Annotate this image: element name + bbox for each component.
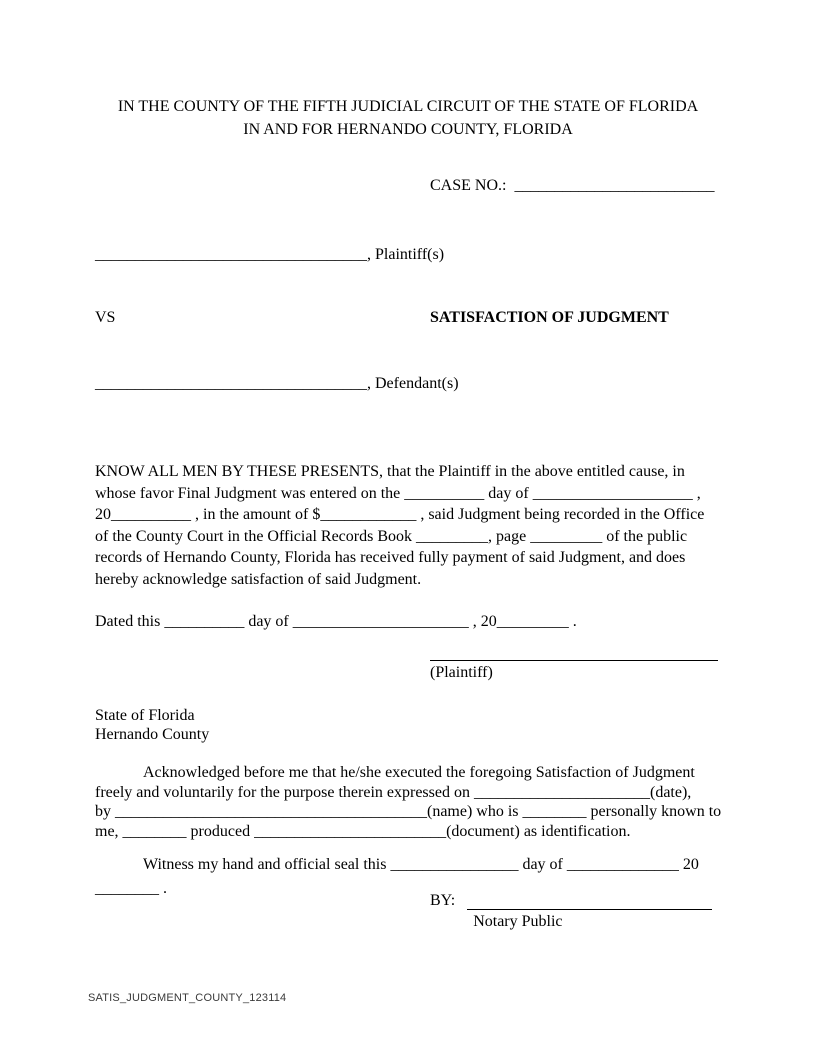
- document-title: SATISFACTION OF JUDGMENT: [430, 309, 669, 326]
- notary-signature-block: [430, 892, 721, 931]
- plaintiff-blank: __________________________________: [95, 246, 367, 263]
- judgment-paragraph-line: hereby acknowledge satisfaction of said Judgment.: [95, 570, 422, 588]
- state-line: State of Florida: [95, 707, 195, 724]
- notary-signature-line: [467, 892, 712, 910]
- footer-code: SATIS_JUDGMENT_COUNTY_123114: [88, 992, 287, 1004]
- plaintiff-signature-line: [430, 660, 718, 661]
- case-no-label: CASE NO.:: [430, 177, 507, 194]
- notary-public-caption: Notary Public: [473, 913, 563, 930]
- plaintiff-row: [95, 244, 721, 265]
- acknowledgment-line: Acknowledged before me that he/she executed the foregoing Satisfaction of Judgment: [143, 764, 695, 781]
- dated-line: Dated this __________ day of ______________________ , 20_________ .: [95, 613, 577, 630]
- court-header: [95, 95, 721, 141]
- acknowledgment-line: freely and voluntarily for the purpose therein expressed on ______________________(date),: [95, 783, 692, 801]
- witness-line-continuation: ________ .: [95, 879, 167, 897]
- defendant-blank: __________________________________: [95, 375, 367, 392]
- court-header-line1: IN THE COUNTY OF THE FIFTH JUDICIAL CIRCUIT OF THE STATE OF FLORIDA: [117, 98, 699, 115]
- judgment-paragraph: [95, 461, 721, 590]
- judgment-paragraph-line: records of Hernando County, Florida has received fully payment of said Judgment, and does: [95, 549, 686, 566]
- court-header-line2: IN AND FOR HERNANDO COUNTY, FLORIDA: [243, 121, 573, 138]
- acknowledgment-line: me, ________ produced ________________________(document) as identification.: [95, 822, 631, 840]
- county-line: Hernando County: [95, 725, 210, 743]
- acknowledgment-line: by _______________________________________(name) who is ________ personally known to: [95, 803, 722, 820]
- judgment-paragraph-line: 20__________ , in the amount of $____________ , said Judgment being recorded in the Office: [95, 506, 705, 523]
- plaintiff-label: , Plaintiff(s): [367, 246, 445, 263]
- case-no-blank: _________________________: [506, 177, 715, 194]
- judgment-paragraph-line: of the County Court in the Official Records Book _________, page _________ of the public: [95, 527, 688, 545]
- witness-line: Witness my hand and official seal this ________________ day of ______________ 20: [143, 856, 699, 873]
- judgment-paragraph-line: KNOW ALL MEN BY THESE PRESENTS, that the Plaintiff in the above entitled cause, in: [95, 463, 685, 480]
- plaintiff-signature-caption: (Plaintiff): [430, 664, 493, 681]
- acknowledgment-paragraph: [95, 763, 721, 841]
- by-label: BY:: [430, 892, 456, 909]
- vs-label: VS: [95, 309, 116, 326]
- defendant-label: , Defendant(s): [367, 375, 459, 392]
- defendant-row: [95, 373, 721, 394]
- plaintiff-signature-block: [430, 660, 721, 683]
- case-number-row: [430, 175, 721, 196]
- judgment-paragraph-line: whose favor Final Judgment was entered on the __________ day of ____________________ ,: [95, 484, 701, 502]
- venue-block: [95, 707, 721, 744]
- vs-row: [95, 307, 721, 328]
- notary-signature-column: [467, 892, 712, 931]
